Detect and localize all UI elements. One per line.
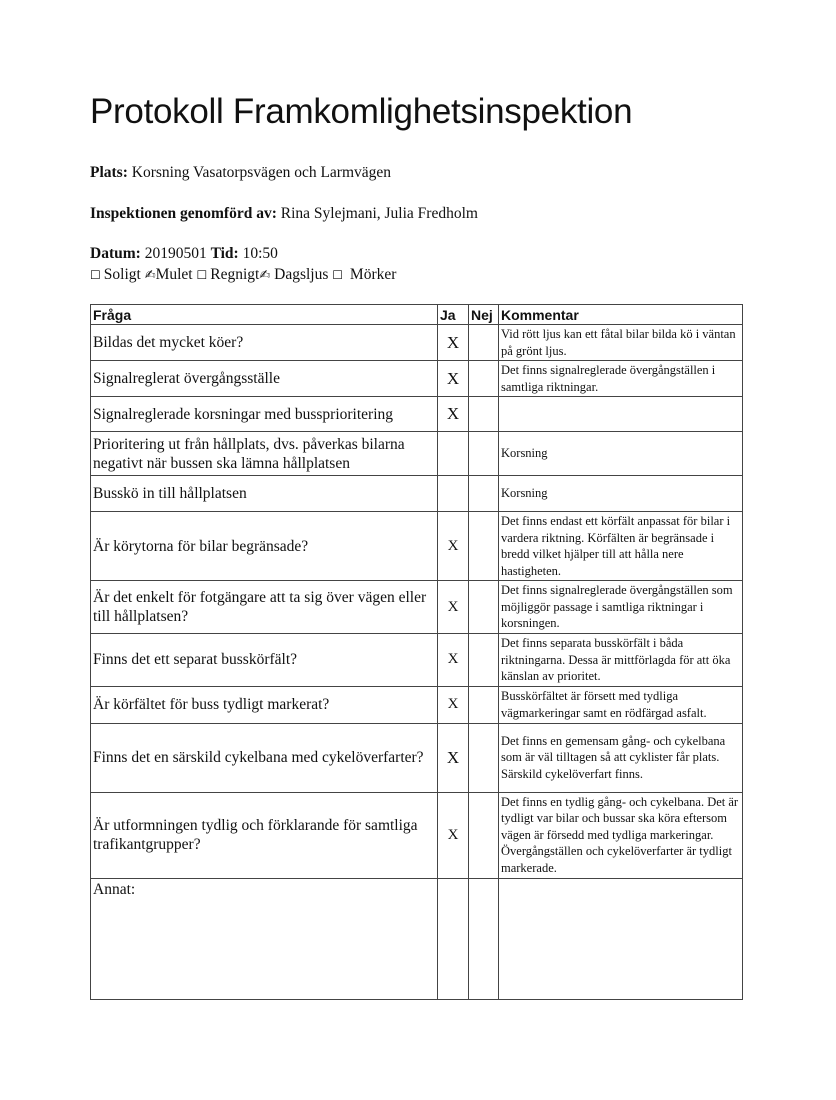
ja-cell: X — [438, 361, 469, 397]
plats-value: Korsning Vasatorpsvägen och Larmvägen — [131, 164, 392, 181]
question-cell: Är det enkelt för fotgängare att ta sig över vägen eller till hållplatsen? — [91, 581, 438, 634]
comment-cell: Det finns endast ett körfält anpassat för bilar i vardera riktning. Körfälten är begränsade i bredd vilket hjälper till att hålla nere hastigheten. — [499, 512, 743, 581]
ja-cell: X — [438, 581, 469, 634]
comment-cell: Korsning — [499, 476, 743, 512]
nej-cell — [469, 634, 499, 687]
question-cell: Signalreglerat övergångsställe — [91, 361, 438, 397]
question-cell: Finns det en särskild cykelbana med cykelöverfarter? — [91, 723, 438, 792]
ja-cell — [438, 476, 469, 512]
inspektion-line — [90, 205, 478, 223]
comment-cell: Det finns signalreglerade övergångställen som möjliggör passage i samtliga riktningar i korsningen. — [499, 581, 743, 634]
nej-cell — [469, 397, 499, 432]
weather-morker: Mörker — [349, 266, 397, 283]
ja-cell — [438, 878, 469, 999]
nej-cell — [469, 361, 499, 397]
weather-dagsljus: Dagsljus — [274, 266, 329, 283]
question-cell: Är körytorna för bilar begränsade? — [91, 512, 438, 581]
checkbox-empty-icon[interactable]: ☐ — [332, 268, 344, 282]
nej-cell — [469, 432, 499, 476]
page-title: Protokoll Framkomlighetsinspektion — [90, 92, 633, 131]
table-row — [91, 723, 743, 792]
header-ja: Ja — [438, 305, 469, 325]
comment-cell: Det finns signalreglerade övergångställen i samtliga riktningar. — [499, 361, 743, 397]
ja-cell: X — [438, 325, 469, 361]
nej-cell — [469, 792, 499, 878]
table-row — [91, 397, 743, 432]
nej-cell — [469, 686, 499, 723]
weather-regnigt: Regnigt — [210, 266, 260, 283]
nej-cell — [469, 581, 499, 634]
checked-mark-icon[interactable]: ✍ — [144, 268, 156, 283]
tid-label: Tid: — [210, 245, 239, 262]
comment-cell: Det finns separata busskörfält i båda riktningarna. Dessa är mittförlagda för att öka känslan av prioritet. — [499, 634, 743, 687]
ja-cell: X — [438, 397, 469, 432]
checked-mark-icon[interactable]: ✍ — [259, 268, 271, 283]
header-nej: Nej — [469, 305, 499, 325]
question-cell: Är utformningen tydlig och förklarande för samtliga trafikantgrupper? — [91, 792, 438, 878]
weather-soligt: Soligt — [103, 266, 141, 283]
table-row — [91, 361, 743, 397]
header-fraga: Fråga — [91, 305, 438, 325]
ja-cell: X — [438, 723, 469, 792]
inspektion-label: Inspektionen genomförd av: — [90, 205, 277, 222]
nej-cell — [469, 723, 499, 792]
nej-cell — [469, 476, 499, 512]
header-kommentar: Kommentar — [499, 305, 743, 325]
question-cell: Är körfältet för buss tydligt markerat? — [91, 686, 438, 723]
plats-label: Plats: — [90, 164, 128, 181]
datum-line — [90, 245, 278, 263]
comment-cell: Busskörfältet är försett med tydliga vägmarkeringar samt en rödfärgad asfalt. — [499, 686, 743, 723]
table-row — [91, 581, 743, 634]
table-header-row — [91, 305, 743, 325]
comment-cell: Vid rött ljus kan ett fåtal bilar bilda kö i väntan på grönt ljus. — [499, 325, 743, 361]
checkbox-empty-icon[interactable]: ☐ — [196, 268, 208, 282]
table-row — [91, 512, 743, 581]
datum-value: 20190501 — [144, 245, 207, 262]
table-row — [91, 432, 743, 476]
ja-cell — [438, 432, 469, 476]
question-cell: Signalreglerade korsningar med bussprioritering — [91, 397, 438, 432]
inspektion-value: Rina Sylejmani, Julia Fredholm — [280, 205, 478, 222]
comment-cell: Det finns en gemensam gång- och cykelbana som är väl tilltagen så att cyklister får plats. Särskild cykelöverfart finns. — [499, 723, 743, 792]
comment-cell — [499, 878, 743, 999]
ja-cell: X — [438, 792, 469, 878]
comment-cell — [499, 397, 743, 432]
weather-options — [90, 266, 396, 284]
nej-cell — [469, 325, 499, 361]
weather-mulet: Mulet — [155, 266, 193, 283]
checkbox-empty-icon[interactable]: ☐ — [90, 268, 101, 282]
ja-cell: X — [438, 512, 469, 581]
ja-cell: X — [438, 686, 469, 723]
question-cell: Finns det ett separat busskörfält? — [91, 634, 438, 687]
question-cell: Annat: — [91, 878, 438, 999]
comment-cell: Korsning — [499, 432, 743, 476]
ja-cell: X — [438, 634, 469, 687]
table-row — [91, 686, 743, 723]
table-row — [91, 634, 743, 687]
comment-cell: Det finns en tydlig gång- och cykelbana. Det är tydligt var bilar och bussar ska köra eftersom vägen är försedd med tydliga markeringar. Övergångställen och cykelöverfarter är tydligt markerade. — [499, 792, 743, 878]
table-row — [91, 476, 743, 512]
table-row — [91, 878, 743, 999]
nej-cell — [469, 878, 499, 999]
question-cell: Prioritering ut från hållplats, dvs. påverkas bilarna negativt när bussen ska lämna hållplatsen — [91, 432, 438, 476]
plats-line — [90, 164, 391, 182]
table-row — [91, 792, 743, 878]
tid-value: 10:50 — [242, 245, 278, 262]
table-row — [91, 325, 743, 361]
inspection-table — [90, 304, 743, 1000]
question-cell: Busskö in till hållplatsen — [91, 476, 438, 512]
datum-label: Datum: — [90, 245, 141, 262]
question-cell: Bildas det mycket köer? — [91, 325, 438, 361]
nej-cell — [469, 512, 499, 581]
